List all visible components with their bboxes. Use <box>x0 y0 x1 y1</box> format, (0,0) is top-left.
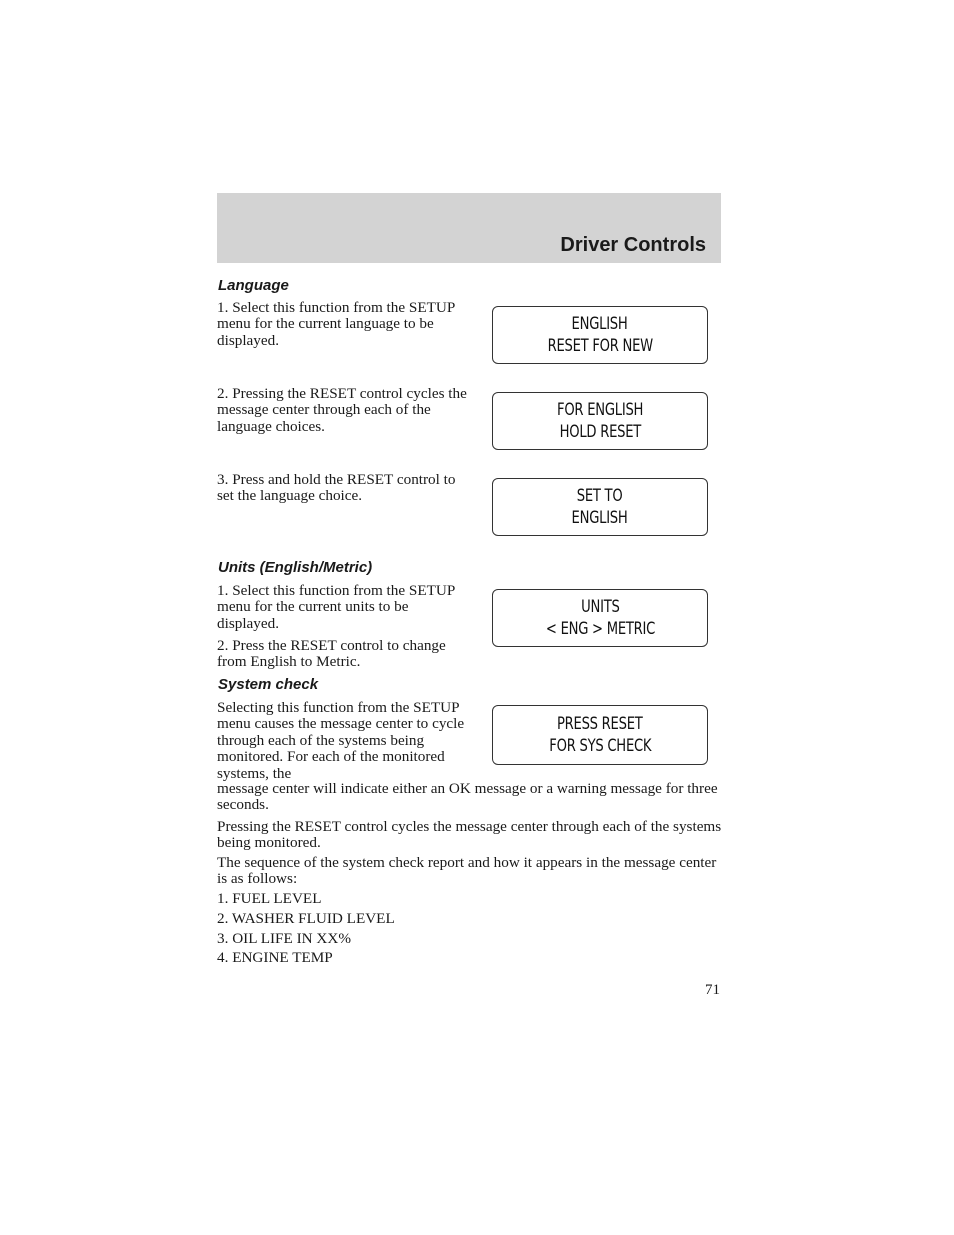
page-number: 71 <box>705 982 720 998</box>
display-line-2: RESET FOR NEW <box>547 336 653 356</box>
system-check-paragraph-1-continued: message center will indicate either an OK message or a warning message for three seconds. <box>217 780 718 814</box>
system-check-paragraph-3: The sequence of the system check report and how it appears in the message center is as follows: <box>217 854 717 888</box>
section-title: Driver Controls <box>560 234 706 256</box>
units-heading: Units (English/Metric) <box>218 559 373 576</box>
units-step-2: 2. Press the RESET control to change from English to Metric. <box>217 637 446 671</box>
display-line-2: ENGLISH <box>571 508 628 528</box>
display-line-1: ENGLISH <box>571 314 628 334</box>
list-item: 1. FUEL LEVEL <box>217 890 322 907</box>
message-display-for-english <box>492 392 708 450</box>
list-item: 2. WASHER FLUID LEVEL <box>217 910 395 927</box>
display-line-1: FOR ENGLISH <box>556 400 644 420</box>
message-display-set-to-english <box>492 478 708 536</box>
message-display-press-reset <box>492 705 708 765</box>
units-step-1: 1. Select this function from the SETUP menu for the current units to be displayed. <box>217 582 455 632</box>
display-line-2: HOLD RESET <box>559 422 641 442</box>
system-check-paragraph-2: Pressing the RESET control cycles the message center through each of the systems being monitored. <box>217 818 722 852</box>
list-item: 3. OIL LIFE IN XX% <box>217 930 351 947</box>
section-header <box>217 193 721 263</box>
system-check-heading: System check <box>218 676 319 693</box>
display-line-1: SET TO <box>577 486 623 506</box>
display-line-1: UNITS <box>580 597 620 617</box>
message-display-english-reset <box>492 306 708 364</box>
display-line-2: FOR SYS CHECK <box>548 736 651 756</box>
language-heading: Language <box>218 277 289 294</box>
display-line-2: < ENG > METRIC <box>545 619 655 639</box>
language-step-3: 3. Press and hold the RESET control to set the language choice. <box>217 471 456 505</box>
language-step-1: 1. Select this function from the SETUP menu for the current language to be displayed. <box>217 299 455 349</box>
display-line-1: PRESS RESET <box>557 714 643 734</box>
message-display-units <box>492 589 708 647</box>
list-item: 4. ENGINE TEMP <box>217 949 333 966</box>
language-step-2: 2. Pressing the RESET control cycles the message center through each of the language choices. <box>217 385 467 435</box>
system-check-paragraph-1: Selecting this function from the SETUP menu causes the message center to cycle through each of the systems being monitored. For each of the monitored systems, the <box>217 699 465 782</box>
